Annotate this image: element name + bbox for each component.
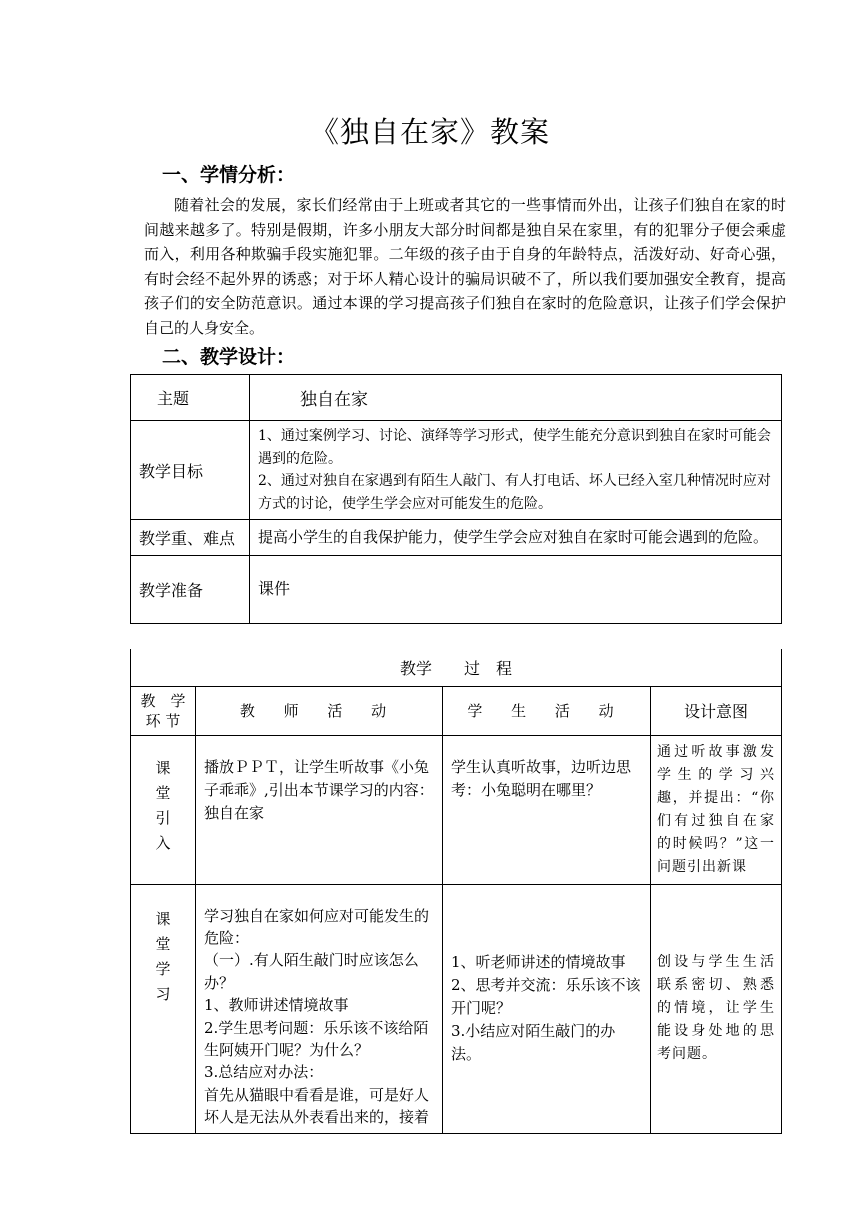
stage-intro: 课 堂 引 入 <box>131 735 196 884</box>
key-label: 教学重、难点 <box>131 520 250 556</box>
key-value: 提高小学生的自我保护能力，使学生学会应对独自在家时可能会遇到的危险。 <box>250 520 782 556</box>
stage-learning: 课 堂 学 习 <box>131 884 196 1133</box>
prep-label: 教学准备 <box>131 556 250 624</box>
header-stage: 教 学 环 节 <box>131 686 196 735</box>
header-teacher: 教 师 活 动 <box>196 686 443 735</box>
student-intro: 学生认真听故事，边听边思考：小兔聪明在哪里？ <box>443 735 651 884</box>
intent-learning: 创设与学生生活联系密切、熟悉的情境，让学生能设身处地的思考问题。 <box>651 884 782 1133</box>
theme-label: 主题 <box>131 375 250 421</box>
student-learning: 1、听老师讲述的情境故事 2、思考并交流：乐乐该不该开门呢？ 3.小结应对陌生敲门的办法。 <box>443 884 651 1133</box>
process-title: 教学 过 程 <box>131 649 782 686</box>
goal-cell <box>250 421 782 520</box>
process-table <box>130 649 782 1134</box>
section-heading-analysis: 一、学情分析： <box>162 164 296 186</box>
prep-value: 课件 <box>250 556 782 624</box>
goal-item-1: 1、通过案例学习、讨论、演绎等学习形式，使学生能充分意识到独自在家时可能会遇到的危险。 <box>258 428 771 467</box>
theme-value: 独自在家 <box>250 375 782 421</box>
page-title: 《独自在家》教案 <box>309 115 550 149</box>
analysis-paragraph: 随着社会的发展，家长们经常由于上班或者其它的一些事情而外出，让孩子们独自在家的时间越来越多了。特别是假期，许多小朋友大部分时间都是独自呆在家里，有的犯罪分子便会乘虚而入，利用各种欺骗手段实施犯罪。二年级的孩子由于自身的年龄特点，活泼好动、好奇心强，有时会经不起外界的诱惑；对于坏人精心设计的骗局识破不了，所以我们要加强安全教育，提高孩子们的安全防范意识。通过本课的学习提高孩子们独自在家时的危险意识，让孩子们学会保护自己的人身安全。 <box>144 196 786 337</box>
header-intent: 设计意图 <box>651 686 782 735</box>
teacher-learning: 学习独自在家如何应对可能发生的危险： （一）.有人陌生敲门时应该怎么办？ 1、教师讲述情境故事 2.学生思考问题：乐乐该不该给陌生阿姨开门呢？为什么？ 3.总结应对办法： 首先从猫眼中看看是谁，可是好人坏人是无法从外表看出来的，接着 <box>196 884 443 1133</box>
design-table <box>130 374 782 624</box>
goal-item-2: 2、通过对独自在家遇到有陌生人敲门、有人打电话、坏人已经入室几种情况时应对方式的讨论，使学生学会应对可能发生的危险。 <box>258 473 771 512</box>
intent-intro: 通过听故事激发学生的学习兴趣，并提出：“你们有过独自在家的时候吗？”这一问题引出新课 <box>651 735 782 884</box>
section-heading-design: 二、教学设计： <box>162 346 296 368</box>
teacher-intro: 播放ＰＰＴ，让学生听故事《小兔子乖乖》,引出本节课学习的内容：独自在家 <box>196 735 443 884</box>
goal-label: 教学目标 <box>131 421 250 520</box>
header-student: 学 生 活 动 <box>443 686 651 735</box>
